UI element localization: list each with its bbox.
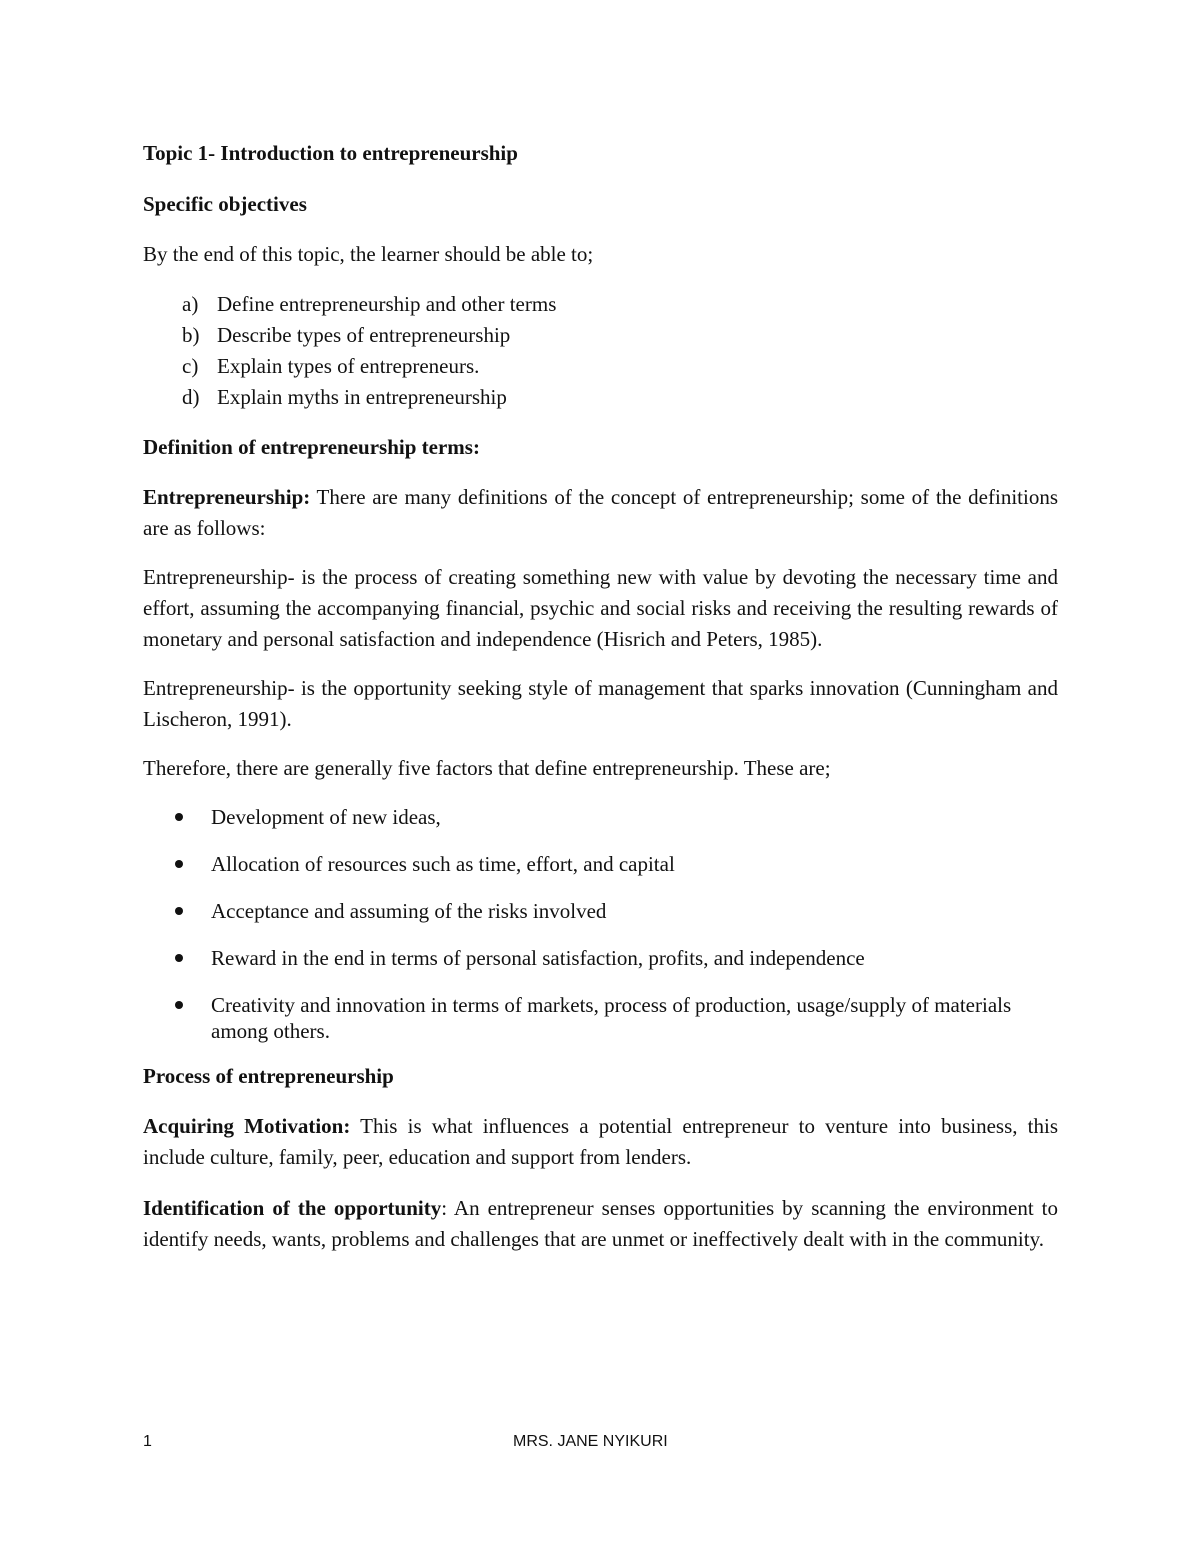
objective-item <box>143 289 1058 320</box>
factor-text: Acceptance and assuming of the risks involved <box>211 899 607 923</box>
objective-marker: d) <box>182 385 200 409</box>
factor-item <box>143 898 1058 924</box>
factor-item <box>143 851 1058 877</box>
topic-title: Topic 1- Introduction to entrepreneurship <box>143 141 518 165</box>
entrepreneurship-text: There are many definitions of the concept of entrepreneurship; some of the definitions are as follows: <box>143 485 1058 540</box>
factor-item <box>143 992 1058 1044</box>
definition-paragraph-1: Entrepreneurship- is the process of creating something new with value by devoting the necessary time and effort, assuming the accompanying financial, psychic and social risks and receiving the resulting rewards of monetary and personal satisfaction and independence (Hisrich and Peters, 1985). <box>143 565 1058 651</box>
definition-paragraph-2: Entrepreneurship- is the opportunity seeking style of management that sparks innovation (Cunningham and Lischeron, 1991). <box>143 676 1058 731</box>
motivation-label: Acquiring Motivation: <box>143 1114 351 1138</box>
bullet-icon <box>175 860 183 868</box>
objectives-heading: Specific objectives <box>143 192 307 216</box>
bullet-icon <box>175 1001 183 1009</box>
objective-text: Describe types of entrepreneurship <box>217 323 511 347</box>
footer-author: MRS. JANE NYIKURI <box>513 1433 668 1450</box>
objective-marker: c) <box>182 354 199 378</box>
opportunity-text: : An entrepreneur senses opportunities by scanning the environment to identify needs, wants, problems and challenges that are unmet or ineffectively dealt with in the community. <box>143 1196 1058 1251</box>
objective-text: Define entrepreneurship and other terms <box>217 292 557 316</box>
motivation-text: This is what influences a potential entrepreneur to venture into business, this include culture, family, peer, education and support from lenders. <box>143 1114 1058 1169</box>
factor-text: Development of new ideas, <box>211 805 441 829</box>
factor-item <box>143 804 1058 830</box>
objective-item <box>143 382 1058 413</box>
objective-marker: a) <box>182 292 199 316</box>
objective-item <box>143 351 1058 382</box>
definitions-heading: Definition of entrepreneurship terms: <box>143 435 480 459</box>
page-footer <box>143 1433 1058 1457</box>
objective-item <box>143 320 1058 351</box>
bullet-icon <box>175 813 183 821</box>
opportunity-paragraph <box>143 1193 1058 1255</box>
bullet-icon <box>175 907 183 915</box>
objective-text: Explain myths in entrepreneurship <box>217 385 507 409</box>
entrepreneurship-paragraph <box>143 482 1058 544</box>
objectives-intro: By the end of this topic, the learner should be able to; <box>143 242 594 266</box>
objective-text: Explain types of entrepreneurs. <box>217 354 480 378</box>
objectives-list <box>143 289 1058 413</box>
motivation-paragraph <box>143 1111 1058 1173</box>
objective-marker: b) <box>182 323 200 347</box>
factor-item <box>143 945 1058 971</box>
entrepreneurship-label: Entrepreneurship: <box>143 485 311 509</box>
process-heading: Process of entrepreneurship <box>143 1064 394 1088</box>
factors-list <box>143 804 1058 1044</box>
opportunity-label: Identification of the opportunity <box>143 1196 442 1220</box>
factor-text: Reward in the end in terms of personal satisfaction, profits, and independence <box>211 946 865 970</box>
factor-text: Allocation of resources such as time, effort, and capital <box>211 852 675 876</box>
page-number: 1 <box>143 1433 152 1450</box>
factors-intro: Therefore, there are generally five factors that define entrepreneurship. These are; <box>143 756 831 780</box>
factor-text: Creativity and innovation in terms of markets, process of production, usage/supply of materials among others. <box>211 993 1012 1043</box>
bullet-icon <box>175 954 183 962</box>
page-content <box>143 138 1058 1255</box>
